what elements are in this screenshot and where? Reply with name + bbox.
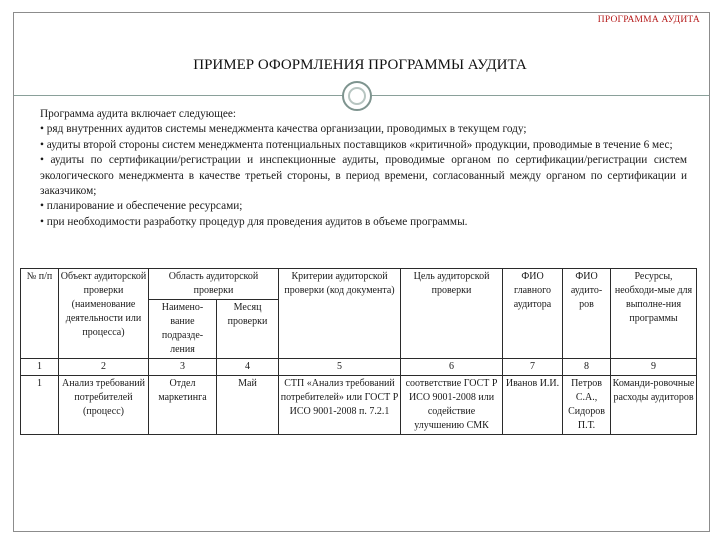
intro-bullet: • аудиты по сертификации/регистрации и инспекционные аудиты, проводимые органом по сертификации/регистрации систем экологического менеджмента в качестве третьей стороны, в период времени, согласованный между органом по сертификации и заказчиком; [40,154,687,198]
intro-text [40,107,687,230]
header-criteria: Критерии аудиторской проверки (код документа) [279,269,401,359]
row-resources: Команди-ровочные расходы аудиторов [611,376,697,435]
header-label: ПРОГРАММА АУДИТА [597,15,700,25]
header-resources: Ресурсы, необходи-мые для выполне-ния программы [611,269,697,359]
table-header-row [21,269,697,300]
row-lead-auditor: Иванов И.И. [503,376,563,435]
column-number-row [21,359,697,376]
audit-program-table [20,268,697,435]
row-num: 1 [21,376,59,435]
column-number: 7 [503,359,563,376]
column-number: 8 [563,359,611,376]
column-number: 1 [21,359,59,376]
intro-bullet: • ряд внутренних аудитов системы менеджмента качества организации, проводимых в текущем году; [40,123,527,136]
column-number: 2 [59,359,149,376]
column-number: 9 [611,359,697,376]
row-month: Май [217,376,279,435]
header-area: Область аудиторской проверки [149,269,279,300]
intro-heading: Программа аудита включает следующее: [40,108,237,120]
header-num: № п/п [21,269,59,359]
ring-inner [348,87,366,105]
column-number: 5 [279,359,401,376]
column-number: 6 [401,359,503,376]
row-object: Анализ требований потребителей (процесс) [59,376,149,435]
header-lead-auditor: ФИО главного аудитора [503,269,563,359]
table-row [21,376,697,435]
header-unit-name: Наимено-вание подразде-ления [149,300,217,359]
header-goal: Цель аудиторской проверки [401,269,503,359]
intro-bullet: • планирование и обеспечение ресурсами; [40,200,243,213]
page-title: ПРИМЕР ОФОРМЛЕНИЯ ПРОГРАММЫ АУДИТА [193,57,527,73]
header-object: Объект аудиторской проверки (наименование деятельности или процесса) [59,269,149,359]
header-month: Месяц проверки [217,300,279,359]
intro-bullet: • аудиты второй стороны систем менеджмента потенциальных поставщиков «критичной» продукции, проводимые в течение 6 мес; [40,138,673,151]
intro-bullet: • при необходимости разработку процедур для проведения аудитов в объеме программы. [40,215,468,228]
header-auditors: ФИО аудито-ров [563,269,611,359]
column-number: 4 [217,359,279,376]
row-unit: Отдел маркетинга [149,376,217,435]
column-number: 3 [149,359,217,376]
row-goal: соответствие ГОСТ Р ИСО 9001-2008 или содействие улучшению СМК [401,376,503,435]
row-criteria: СТП «Анализ требований потребителей» или ГОСТ Р ИСО 9001-2008 п. 7.2.1 [279,376,401,435]
row-auditors: Петров С.А., Сидоров П.Т. [563,376,611,435]
